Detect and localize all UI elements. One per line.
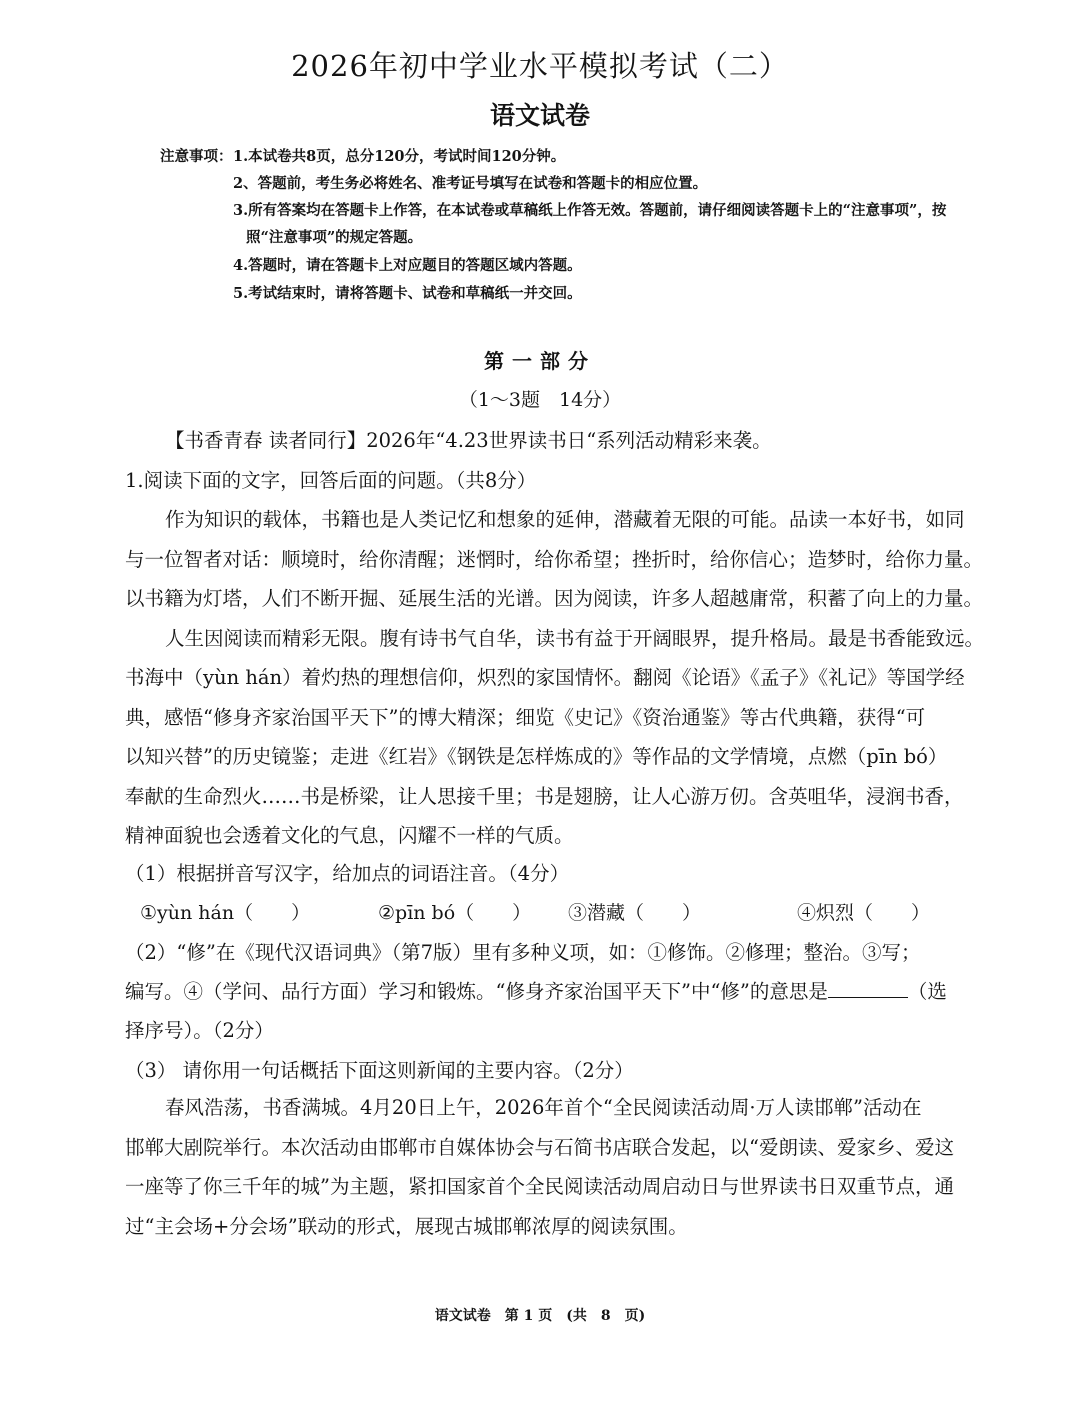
reading-passage (0, 500, 984, 856)
notice-item: 4.答题时，请在答题卡上对应题目的答题区域内答题。 (233, 257, 582, 274)
answer-option-2: ②pīn bó（ ） (378, 902, 532, 924)
subquestion-2-line: （2）“修”在《现代汉语词典》（第7版）里有多种义项，如：①修饰。②修理；整治。③写； (125, 941, 921, 964)
paper-subtitle: 语文试卷 (489, 101, 590, 130)
passage-line: 与一位智者对话：顺境时，给你清醒；迷惘时，给你希望；挫折时，给你信心；造梦时，给你力量。 (125, 547, 984, 571)
subquestion-2-line: 择序号）。（2分） (125, 1019, 274, 1042)
subquestion-2-line (125, 976, 947, 1004)
subquestion-1-stem: （1）根据拼音写汉字，给加点的词语注音。（4分） (125, 862, 570, 885)
subquestion-2-text: （选 (907, 980, 947, 1003)
answer-blank[interactable] (828, 979, 908, 998)
passage-line: 以知兴替”的历史镜鉴；走进《红岩》《钢铁是怎样炼成的》等作品的文学情境，点燃（pīn bó） (125, 745, 948, 768)
passage-line: 作为知识的载体，书籍也是人类记忆和想象的延伸，潜藏着无限的可能。品读一本好书，如同 (165, 508, 965, 531)
part-range: （1～3题 14分） (458, 389, 622, 411)
notice-item: 2、答题前，考生务必将姓名、准考证号填写在试卷和答题卡的相应位置。 (233, 175, 708, 192)
passage-line: 书海中（yùn hán）着灼热的理想信仰，炽烈的家国情怀。翻阅《论语》《孟子》《礼记》等国学经 (125, 666, 965, 689)
answer-option-1: ①yùn hán（ ） (140, 902, 311, 924)
question-1-stem: 1.阅读下面的文字，回答后面的问题。（共8分） (125, 469, 537, 492)
news-line: 一座等了你三千年的城”为主题，紧扣国家首个全民阅读活动周启动日与世界读书日双重节点，通 (125, 1175, 954, 1198)
subquestion-2-text: 编写。④（学问、品行方面）学习和锻炼。“修身齐家治国平天下”中“修”的意思是 (125, 980, 828, 1003)
passage-line: 奉献的生命烈火……书是桥梁，让人思接千里；书是翅膀，让人心游万仞。含英咀华，浸润书香， (125, 784, 964, 808)
passage-line: 精神面貌也会透着文化的气息，闪耀不一样的气质。 (125, 824, 574, 847)
news-line: 春风浩荡，书香满城。4月20日上午，2026年首个“全民阅读活动周·万人读邯郸”活动在 (165, 1096, 922, 1119)
activity-intro: 【书香青春 读者同行】2026年“4.23世界读书日“系列活动精彩来袭。 (165, 429, 772, 452)
notice-item: 1.本试卷共8页，总分120分，考试时间120分钟。 (233, 148, 566, 165)
answer-option-3: ③潜藏（ ） (568, 902, 702, 924)
passage-line: 人生因阅读而精彩无限。腹有诗书气自华，读书有益于开阔眼界，提升格局。最是书香能致远。 (165, 626, 985, 650)
notice-item: 3.所有答案均在答题卡上作答，在本试卷或草稿纸上作答无效。答题前，请仔细阅读答题卡上的“注意事项”，按 (233, 202, 947, 219)
exam-title: 2026年初中学业水平模拟考试（二） (291, 49, 789, 83)
notice-item: 5.考试结束时，请将答题卡、试卷和草稿纸一并交回。 (233, 285, 582, 302)
subquestion-3-stem: （3） 请你用一句话概括下面这则新闻的主要内容。（2分） (125, 1059, 634, 1082)
notice-item: 照“注意事项”的规定答题。 (246, 229, 423, 246)
page-footer: 语文试卷 第 1 页 (共 8 页) (434, 1308, 646, 1324)
notice-label: 注意事项： (160, 148, 233, 165)
passage-line: 典，感悟“修身齐家治国平天下”的博大精深；细览《史记》《资治通鉴》等古代典籍，获得“可 (125, 705, 926, 729)
passage-line: 以书籍为灯塔，人们不断开掘、延展生活的光谱。因为阅读，许多人超越庸常，积蓄了向上的力量。 (125, 587, 984, 610)
news-line: 过“主会场+分会场”联动的形式，展现古城邯郸浓厚的阅读氛围。 (125, 1214, 688, 1238)
news-passage (0, 1088, 954, 1246)
part-title: 第一部分 (484, 349, 596, 373)
answer-option-4: ④炽烈（ ） (797, 902, 931, 924)
news-line: 邯郸大剧院举行。本次活动由邯郸市自媒体协会与石简书店联合发起，以“爱朗读、爱家乡、爱这 (125, 1135, 954, 1159)
